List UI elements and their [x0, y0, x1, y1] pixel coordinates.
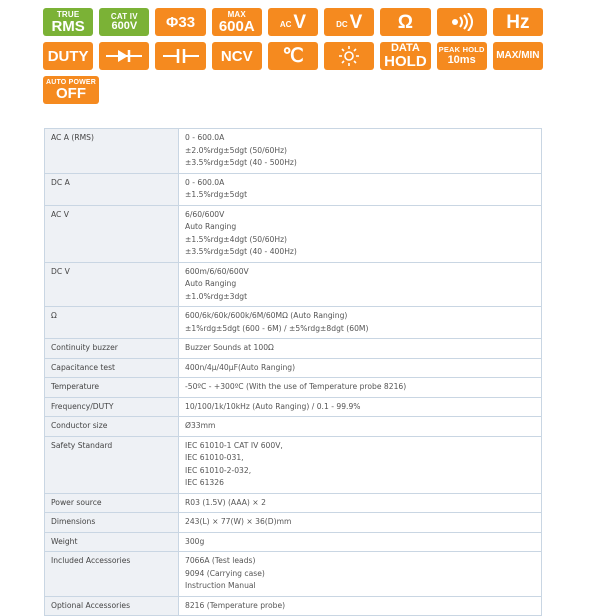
- badge-bottom: OFF: [56, 85, 86, 102]
- spec-label: Ω: [45, 307, 179, 339]
- spec-value-line: Buzzer Sounds at 100Ω: [185, 343, 274, 352]
- spec-value-line: 6/60/600V: [185, 209, 225, 219]
- sound-icon: [447, 13, 477, 31]
- spec-value-line: 600m/6/60/600V: [185, 266, 249, 276]
- spec-value: [179, 129, 542, 174]
- diode-badge: [99, 42, 149, 70]
- spec-label: Dimensions: [45, 513, 179, 533]
- spec-row: [45, 552, 542, 597]
- frequency-badge: [493, 8, 543, 36]
- spec-value-line: ±2.0%rdg±5dgt (50/60Hz): [185, 145, 288, 155]
- spec-row: [45, 205, 542, 262]
- badge-main: V: [349, 11, 363, 33]
- badge-row-1: [43, 8, 543, 36]
- spec-row: [45, 397, 542, 417]
- spec-value: [179, 378, 542, 398]
- spec-value-line: 0 - 600.0A: [185, 177, 225, 187]
- spec-row: [45, 378, 542, 398]
- spec-label: DC A: [45, 173, 179, 205]
- spec-value-line: 9094 (Carrying case): [185, 568, 265, 578]
- spec-label: Optional Accessories: [45, 596, 179, 616]
- spec-label: Power source: [45, 493, 179, 513]
- spec-value-line: -50ºC - +300ºC (With the use of Temperature probe 8216): [185, 382, 407, 391]
- spec-value: [179, 339, 542, 359]
- badge-bottom: 600A: [218, 17, 255, 35]
- spec-label: Safety Standard: [45, 436, 179, 493]
- diode-icon: [104, 48, 144, 64]
- max-current-badge: [212, 8, 262, 36]
- spec-value-line: 10/100/1k/10kHz (Auto Ranging) / 0.1 - 99.9%: [185, 401, 361, 411]
- spec-value-line: ±3.5%rdg±5dgt (40 - 500Hz): [185, 158, 297, 167]
- badge-sub: AC: [279, 20, 292, 29]
- spec-table-body: [45, 129, 542, 616]
- spec-value-line: ±3.5%rdg±5dgt (40 - 400Hz): [185, 247, 297, 256]
- spec-label: Frequency/DUTY: [45, 397, 179, 417]
- spec-value: [179, 397, 542, 417]
- spec-value-line: Auto Ranging: [185, 222, 237, 231]
- spec-value: [179, 205, 542, 262]
- spec-row: [45, 513, 542, 533]
- spec-value-line: ±1.5%rdg±5dgt: [185, 190, 248, 199]
- spec-value-line: ±1%rdg±5dgt (600 - 6M) / ±5%rdg±8dgt (60M): [185, 323, 369, 333]
- spec-row: [45, 493, 542, 513]
- spec-value-line: Auto Ranging: [185, 279, 237, 288]
- spec-row: [45, 358, 542, 378]
- data-hold-badge: [380, 42, 430, 70]
- spec-value-line: IEC 61326: [185, 478, 224, 487]
- dc-voltage-badge: [324, 8, 374, 36]
- spec-value-line: 243(L) × 77(W) × 36(D)mm: [185, 517, 292, 526]
- spec-value: [179, 532, 542, 552]
- spec-value-line: ±1.0%rdg±3dgt: [185, 291, 248, 301]
- resistance-badge: [380, 8, 430, 36]
- max-min-badge: [493, 42, 543, 70]
- spec-value-line: ±1.5%rdg±4dgt (50/60Hz): [185, 234, 288, 244]
- badge-top: CAT IV: [110, 11, 138, 21]
- spec-row: [45, 417, 542, 437]
- backlight-icon: [338, 45, 360, 67]
- spec-value: [179, 358, 542, 378]
- capacitance-badge: [155, 42, 205, 70]
- spec-value: [179, 513, 542, 533]
- badge-bottom: 10ms: [447, 54, 476, 67]
- badge-row-3: [43, 76, 543, 104]
- spec-label: Continuity buzzer: [45, 339, 179, 359]
- ncv-badge: [212, 42, 262, 70]
- spec-value-line: 8216 (Temperature probe): [185, 600, 286, 610]
- spec-label: Temperature: [45, 378, 179, 398]
- temperature-badge: [268, 42, 318, 70]
- badge-main: V: [293, 11, 307, 33]
- badge-bottom: RMS: [51, 17, 85, 35]
- badge-main: Ω: [397, 11, 414, 33]
- badge-top: MAX: [227, 9, 246, 19]
- badge-top: AUTO POWER: [45, 79, 97, 86]
- continuity-badge: [437, 8, 487, 36]
- spec-row: [45, 596, 542, 616]
- spec-row: [45, 262, 542, 307]
- specifications-table: [44, 128, 542, 616]
- spec-value-line: IEC 61010-2-032,: [185, 465, 252, 475]
- spec-row: [45, 173, 542, 205]
- spec-label: Conductor size: [45, 417, 179, 437]
- spec-value-line: Instruction Manual: [185, 581, 256, 590]
- badge-main: Hz: [506, 11, 530, 33]
- capacitor-icon: [161, 47, 201, 65]
- feature-badges: [43, 8, 543, 110]
- duty-badge: [43, 42, 93, 70]
- spec-row: [45, 436, 542, 493]
- ac-voltage-badge: [268, 8, 318, 36]
- cat-iv-badge: [99, 8, 149, 36]
- badge-main: MAX/MIN: [496, 50, 540, 61]
- spec-value-line: Ø33mm: [185, 421, 216, 430]
- spec-value: [179, 552, 542, 597]
- spec-value: [179, 417, 542, 437]
- spec-label: DC V: [45, 262, 179, 307]
- spec-value: [179, 173, 542, 205]
- true-rms-badge: [43, 8, 93, 36]
- spec-value: [179, 493, 542, 513]
- spec-row: [45, 532, 542, 552]
- spec-value-line: R03 (1.5V) (AAA) × 2: [185, 497, 266, 507]
- spec-value: [179, 307, 542, 339]
- peak-hold-badge: [437, 42, 487, 70]
- spec-value-line: 300g: [185, 536, 205, 546]
- spec-value-line: IEC 61010-031,: [185, 453, 244, 462]
- badge-row-2: [43, 42, 543, 70]
- spec-value-line: 0 - 600.0A: [185, 133, 225, 142]
- spec-value: [179, 436, 542, 493]
- spec-label: Included Accessories: [45, 552, 179, 597]
- badge-main: ℃: [282, 45, 304, 67]
- spec-row: [45, 307, 542, 339]
- badge-main: NCV: [220, 47, 253, 65]
- spec-label: Capacitance test: [45, 358, 179, 378]
- spec-value: [179, 262, 542, 307]
- spec-label: AC V: [45, 205, 179, 262]
- badge-top: TRUE: [56, 9, 80, 19]
- conductor-size-badge: [155, 8, 205, 36]
- spec-label: Weight: [45, 532, 179, 552]
- badge-top: PEAK HOLD: [438, 44, 485, 54]
- spec-row: [45, 129, 542, 174]
- badge-bottom: 600V: [111, 19, 138, 32]
- backlight-badge: [324, 42, 374, 70]
- badge-main: DUTY: [47, 47, 89, 65]
- spec-value-line: 400n/4μ/40μF(Auto Ranging): [185, 362, 296, 372]
- badge-top: DATA: [390, 42, 420, 54]
- spec-value-line: IEC 61010-1 CAT IV 600V,: [185, 440, 283, 450]
- badge-main: Φ33: [166, 13, 196, 31]
- spec-label: AC A (RMS): [45, 129, 179, 174]
- badge-bottom: HOLD: [384, 53, 427, 70]
- spec-value-line: 7066A (Test leads): [185, 556, 256, 565]
- spec-value: [179, 596, 542, 616]
- spec-row: [45, 339, 542, 359]
- spec-value-line: 600/6k/60k/600k/6M/60MΩ (Auto Ranging): [185, 311, 348, 320]
- auto-power-off-badge: [43, 76, 99, 104]
- badge-sub: DC: [336, 20, 348, 29]
